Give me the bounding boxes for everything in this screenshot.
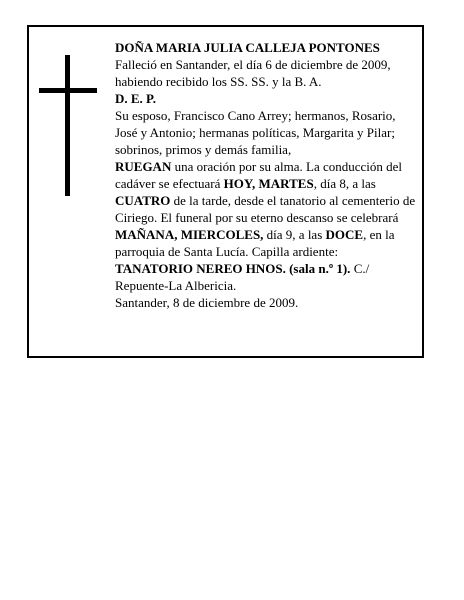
ruegan-text: RUEGAN — [115, 159, 172, 174]
request-text-6: C./ Repuente-La Albericia. — [115, 261, 370, 293]
place-date: Santander, 8 de diciembre de 2009. — [115, 295, 299, 310]
request-text-5: , en la parroquia de Santa Lucía. Capilla ardiente: — [115, 227, 395, 259]
notice-body — [115, 39, 419, 311]
deceased-name: DOÑA MARIA JULIA CALLEJA PONTONES — [115, 40, 380, 55]
cross-vertical-bar — [65, 55, 70, 196]
cross-icon — [39, 55, 97, 196]
funeral-details — [115, 158, 419, 294]
request-text-1: una oración por su alma. La conducción del cadáver se efectuará — [115, 159, 403, 191]
burial-day: HOY, MARTES — [223, 176, 314, 191]
family-list: Su esposo, Francisco Cano Arrey; hermanos, Rosario, José y Antonio; hermanas políticas, Margarita y Pilar; sobrinos, primos y demás familia, — [115, 108, 396, 157]
dep-line: D. E. P. — [115, 91, 157, 106]
chapel-location: TANATORIO NEREO HNOS. (sala n.º 1). — [115, 261, 351, 276]
obituary-notice — [27, 25, 424, 358]
death-info: Falleció en Santander, el día 6 de diciembre de 2009, habiendo recibido los SS. SS. y la B. A. — [115, 57, 391, 89]
cross-horizontal-bar — [39, 88, 97, 93]
funeral-day: MAÑANA, MIERCOLES, — [115, 227, 264, 242]
funeral-hour: DOCE — [325, 227, 364, 242]
request-text-3: de la tarde, desde el tanatorio al cementerio de Ciriego. El funeral por su eterno descanso se celebrará — [115, 193, 416, 225]
request-text-4: día 9, a las — [263, 227, 326, 242]
burial-hour: CUATRO — [115, 193, 171, 208]
request-text-2: , día 8, a las — [313, 176, 376, 191]
